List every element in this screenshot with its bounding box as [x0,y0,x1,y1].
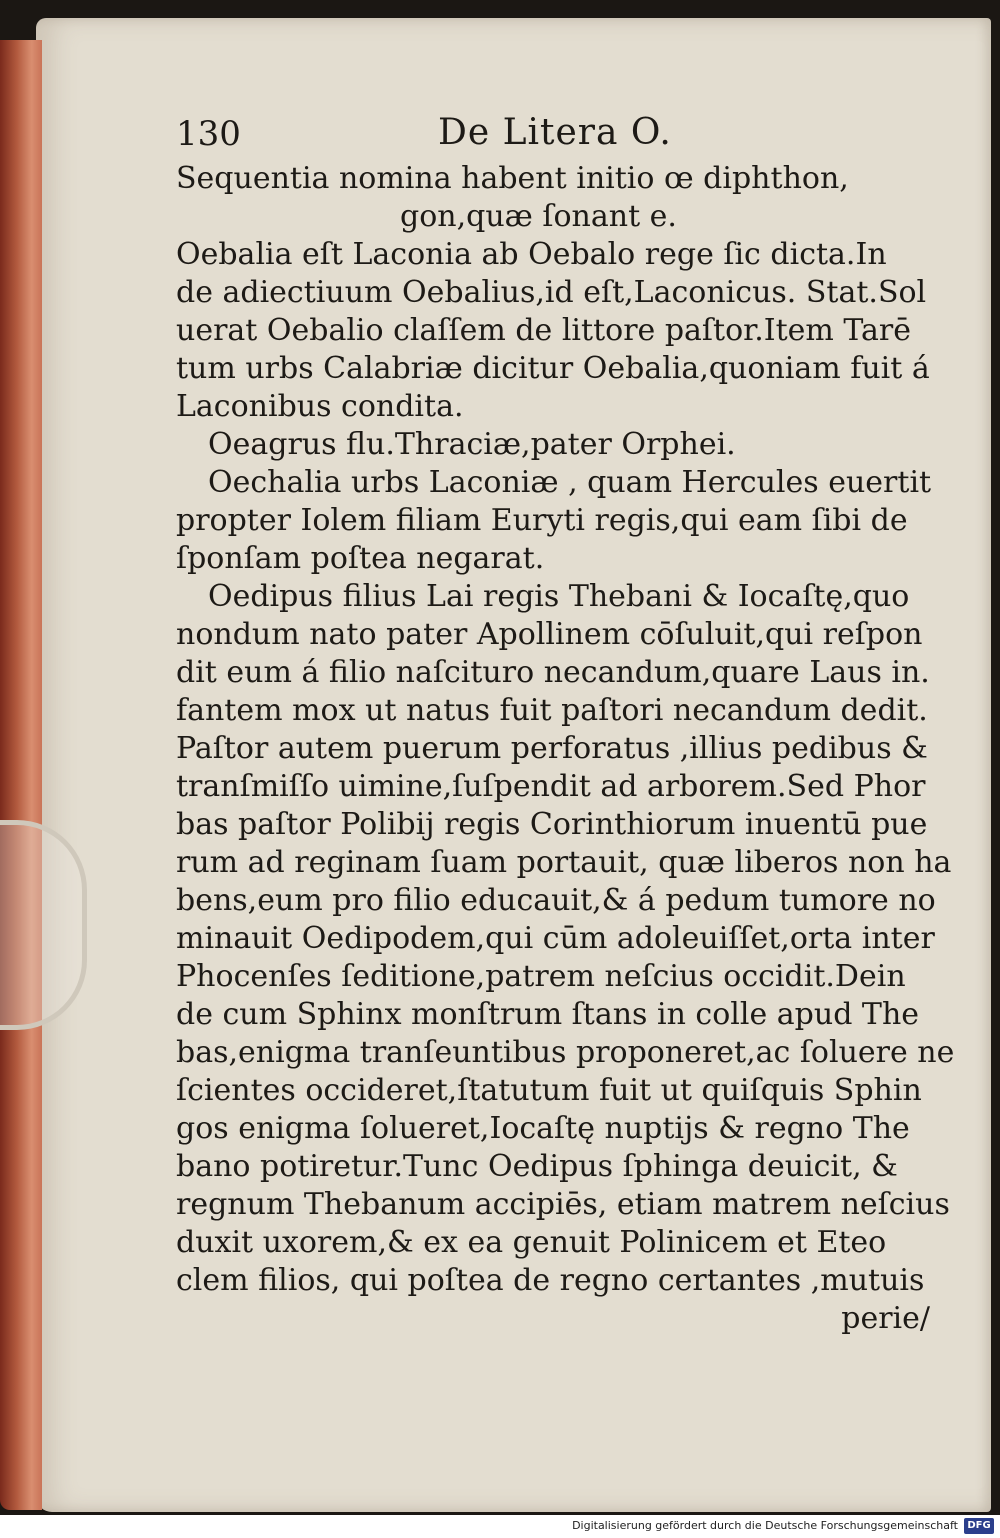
page-number: 130 [176,114,241,154]
text-line: regnum Thebanum accipiēs, etiam matrem neſcius [176,1187,950,1222]
catchword: perie/ [841,1301,930,1336]
text-line: de cum Sphinx monſtrum ſtans in colle apud The [176,997,920,1032]
text-line: clem filios, qui poſtea de regno certantes ,mutuis [176,1263,925,1298]
text-line: minauit Oedipodem,qui cūm adoleuiſſet,orta inter [176,921,935,956]
text-line: duxit uxorem,& ex ea genuit Polinicem et Eteo [176,1225,887,1260]
text-line: nondum nato pater Apollinem cōſuluit,qui reſpon [176,617,923,652]
text-line: rum ad reginam ſuam portauit, quæ liberos non ha [176,845,952,880]
text-line: Oebalia eſt Laconia ab Oebalo rege ſic dicta.In [176,237,887,272]
text-line: de adiectiuum Oebalius,id eſt,Laconicus. Stat.Sol [176,275,927,310]
text-line: bano potiretur.Tunc Oedipus ſphinga deuicit, & [176,1149,898,1184]
page-text [176,108,955,1338]
page-clip [0,820,87,1030]
page-header [176,108,936,160]
text-line: propter Iolem filiam Euryti regis,qui eam ſibi de [176,503,908,538]
text-line: Sequentia nomina habent initio œ diphthon, [176,161,849,196]
digitization-footer [0,1515,1000,1538]
text-line: bens,eum pro filio educauit,& á pedum tumore no [176,883,936,918]
text-line: Oedipus filius Lai regis Thebani & Iocaſtę,quo [208,579,910,614]
dfg-logo-icon: DFG [964,1518,994,1534]
text-line: gon,quæ ſonant e. [400,199,677,234]
text-line: Oechalia urbs Laconiæ , quam Hercules euertit [208,465,932,500]
running-title: De Litera O. [438,112,672,153]
text-line: ſponſam poſtea negarat. [176,541,545,576]
text-line: bas paſtor Polibij regis Corinthiorum inuentū pue [176,807,928,842]
text-line: Paſtor autem puerum perforatus ,illius pedibus & [176,731,928,766]
text-line: gos enigma ſolueret,Iocaſtę nuptijs & regno The [176,1111,910,1146]
text-line: tranſmiſſo uimine,ſuſpendit ad arborem.Sed Phor [176,769,926,804]
text-line: uerat Oebalio claſſem de littore paſtor.Item Tarē [176,313,912,348]
text-line: bas,enigma tranſeuntibus proponeret,ac ſoluere ne [176,1035,955,1070]
page-edge [0,40,42,1510]
text-line: Laconibus condita. [176,389,464,424]
footer-credit: Digitalisierung gefördert durch die Deutsche Forschungsgemeinschaft [572,1519,958,1532]
text-line: Phocenſes ſeditione,patrem neſcius occidit.Dein [176,959,906,994]
text-line: Oeagrus flu.Thraciæ,pater Orphei. [208,427,736,462]
text-line: fantem mox ut natus fuit paſtori necandum dedit. [176,693,928,728]
text-line: tum urbs Calabriæ dicitur Oebalia,quoniam fuit á [176,351,930,386]
text-line: dit eum á filio naſcituro necandum,quare Laus in. [176,655,930,690]
text-line: ſcientes occideret,ſtatutum fuit ut quiſquis Sphin [176,1073,922,1108]
